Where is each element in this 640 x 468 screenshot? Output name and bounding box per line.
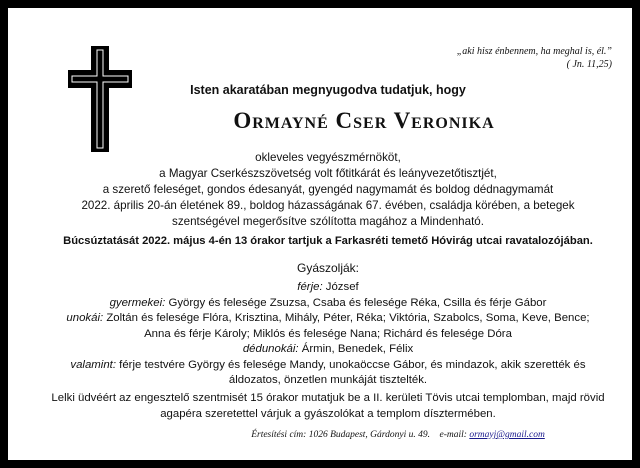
mourner-line-also-cont: áldozatos, önzetlen munkáját tisztelték.	[228, 374, 428, 386]
body-line: okleveles vegyészmérnököt,	[255, 151, 401, 164]
mourner-names: József	[325, 281, 359, 293]
bible-quote	[392, 45, 612, 71]
mourner-label: valamint:	[70, 358, 116, 371]
announcement-body	[8, 150, 640, 230]
mourners-list	[8, 280, 640, 389]
mass-line: agapéra szeretettel várjuk a gyászolókat a templom dísztermében.	[160, 407, 496, 420]
mourner-label: unokái:	[66, 312, 104, 324]
mourner-label: férje:	[297, 281, 323, 293]
mourner-line-grandchildren	[8, 311, 640, 327]
mourner-line-great-grandchildren	[8, 342, 640, 358]
farewell-notice: Búcsúztatását 2022. május 4-én 13 órakor tartjuk a Farkasréti temető Hóvirág utcai ravatalozójában.	[63, 235, 593, 247]
mourner-names: Zoltán és felesége Flóra, Krisztina, Mihály, Péter, Réka; Viktória, Szabolcs, Soma, Keve, Bence;	[106, 312, 590, 324]
contact-address: Értesítési cím: 1026 Budapest, Gárdonyi u. 49.	[251, 430, 430, 440]
email-link[interactable]: ormayj@gmail.com	[469, 430, 545, 440]
mourner-label: gyermekei:	[109, 296, 166, 309]
mourner-names: György és felesége Zsuzsa, Csaba és felesége Réka, Csilla és férje Gábor	[168, 296, 547, 309]
mourner-line-children	[8, 296, 640, 312]
mourners-heading: Gyászolják:	[296, 261, 360, 275]
mourner-label: dédunokái:	[242, 343, 299, 355]
cross-icon	[68, 46, 132, 152]
contact-footer	[8, 430, 640, 440]
body-line: 2022. április 20-án életének 89., boldog házasságának 67. évében, családja körében, a betegek	[81, 199, 575, 212]
body-line: a Magyar Cserkészszövetség volt főtitkárát és leányvezetőtisztjét,	[159, 167, 497, 180]
email-label: e-mail:	[439, 430, 467, 440]
mourner-line-husband	[8, 280, 640, 296]
quote-text: „aki hisz énbennem, ha meghal is, él.”	[456, 46, 612, 57]
quote-reference: ( Jn. 11,25)	[566, 59, 612, 70]
body-line: szentségével megerősítve szólította magához a Mindenható.	[172, 215, 484, 228]
mass-line: Lelki üdvéért az engesztelő szentmisét 15 órakor mutatjuk be a II. kerületi Tövis utcai templomban, majd rövid	[51, 392, 605, 404]
intro-line: Isten akaratában megnyugodva tudatjuk, hogy	[190, 83, 466, 97]
body-line: a szerető feleséget, gondos édesanyát, gyengéd nagymamát és boldog dédnagymamát	[102, 183, 554, 196]
deceased-name: Ormayné Cser Veronika	[233, 108, 495, 133]
mass-notice	[8, 391, 640, 422]
mourner-line-also	[8, 358, 640, 374]
mourner-line-grandchildren-cont: Anna és férje Károly; Miklós és felesége Nana; Richárd és felesége Dóra	[144, 327, 512, 340]
mourner-names: Ármin, Benedek, Félix	[301, 343, 414, 355]
mourner-names: férje testvére György és felesége Mandy, unokaöccse Gábor, és mindazok, akik szerették és	[119, 358, 586, 371]
